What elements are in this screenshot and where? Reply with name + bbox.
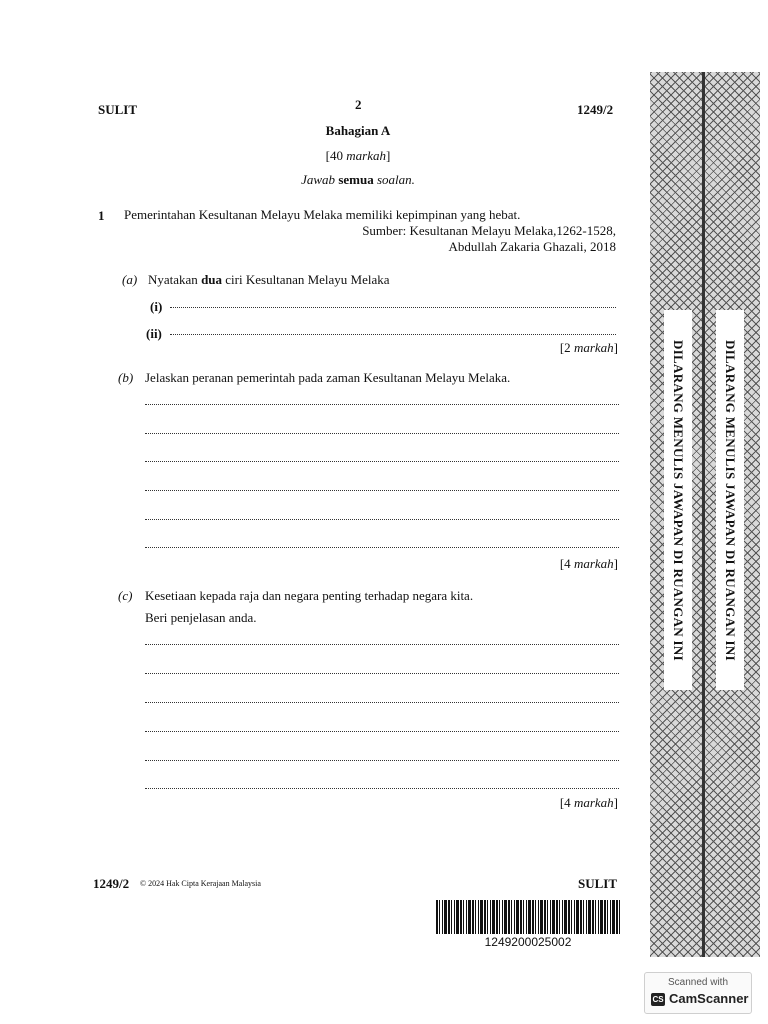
section-marks: [40 markah] — [325, 148, 391, 163]
part-a-text: Nyatakan dua ciri Kesultanan Melayu Melaka — [148, 272, 390, 287]
header-sulit: SULIT — [98, 102, 138, 117]
answer-line-c-2[interactable] — [145, 672, 619, 674]
source-line-2: Abdullah Zakaria Ghazali, 2018 — [448, 239, 616, 254]
margin-warning-box-right — [716, 310, 744, 690]
part-b-text: Jelaskan peranan pemerintah pada zaman Kesultanan Melayu Melaka. — [145, 370, 511, 385]
part-c-label: (c) — [118, 588, 133, 603]
answer-line-c-5[interactable] — [145, 759, 619, 761]
paper-code: 1249/2 — [577, 102, 614, 117]
question-number: 1 — [98, 208, 105, 223]
part-a-label: (a) — [122, 272, 138, 287]
page-number: 2 — [355, 97, 362, 112]
answer-line-b-2[interactable] — [145, 432, 619, 434]
answer-line-c-4[interactable] — [145, 730, 619, 732]
camscanner-logo-icon: CS — [652, 995, 664, 1004]
answer-line-c-1[interactable] — [145, 643, 619, 645]
part-a-marks: [2 markah] — [559, 340, 618, 355]
answer-line-c-3[interactable] — [145, 701, 619, 703]
answer-line-c-6[interactable] — [145, 787, 619, 789]
part-c-text-1: Kesetiaan kepada raja dan negara penting terhadap negara kita. — [145, 588, 474, 603]
answer-line-b-3[interactable] — [145, 460, 619, 462]
part-b-marks: [4 markah] — [559, 556, 618, 571]
footer-code: 1249/2 — [93, 876, 130, 891]
answer-line-b-1[interactable] — [145, 403, 619, 405]
margin-warning-left: DILARANG MENULIS JAWAPAN DI RUANGAN INI — [671, 339, 686, 661]
answer-line-b-6[interactable] — [145, 546, 619, 548]
section-instruction: Jawab semua soalan. — [301, 172, 415, 187]
source-line-1: Sumber: Kesultanan Melayu Melaka,1262-1528, — [362, 223, 616, 238]
margin-warning-right: DILARANG MENULIS JAWAPAN DI RUANGAN INI — [723, 339, 738, 661]
answer-line-b-5[interactable] — [145, 518, 619, 520]
answer-line-a-ii[interactable] — [170, 333, 616, 335]
answer-line-a-i[interactable] — [170, 306, 616, 308]
part-a-sub-ii: (ii) — [146, 326, 162, 341]
part-c-text-2: Beri penjelasan anda. — [145, 610, 257, 625]
part-b-label: (b) — [118, 370, 134, 385]
part-c-marks: [4 markah] — [559, 795, 618, 810]
camscanner-badge — [644, 972, 752, 1014]
barcode — [436, 900, 620, 934]
part-a-sub-i: (i) — [150, 299, 163, 314]
section-title: Bahagian A — [325, 123, 391, 138]
margin-warning-box-left — [664, 310, 692, 690]
camscanner-name: CamScanner — [669, 991, 749, 1006]
camscanner-caption: Scanned with — [667, 977, 729, 988]
footer-sulit: SULIT — [578, 876, 618, 891]
footer-copyright: © 2024 Hak Cipta Kerajaan Malaysia — [140, 879, 261, 888]
barcode-number: 1249200025002 — [484, 935, 572, 949]
question-stem: Pemerintahan Kesultanan Melayu Melaka memiliki kepimpinan yang hebat. — [124, 207, 521, 222]
margin-strip-line — [702, 72, 705, 957]
answer-line-b-4[interactable] — [145, 489, 619, 491]
